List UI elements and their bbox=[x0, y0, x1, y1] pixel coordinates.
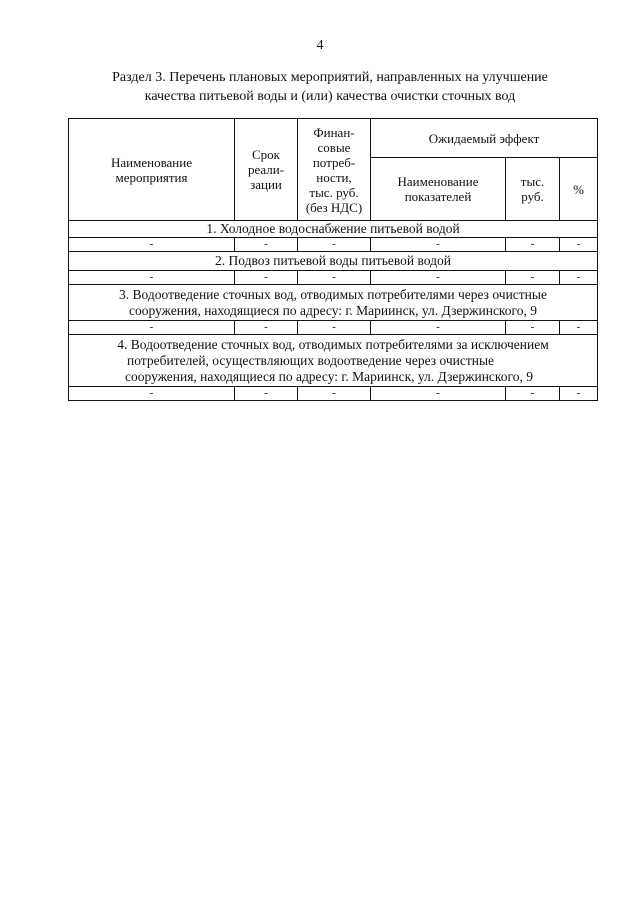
section-heading-line: сооружения, находящиеся по адресу: г. Мариинск, ул. Дзержинского, 9 bbox=[129, 302, 538, 318]
table-cell: - bbox=[69, 387, 235, 401]
header-indicators bbox=[371, 158, 506, 221]
header-finance bbox=[298, 119, 371, 221]
page-number: 4 bbox=[316, 38, 324, 53]
header-name-line: мероприятия bbox=[115, 169, 188, 185]
measures-table bbox=[68, 118, 598, 401]
table-cell: - bbox=[371, 271, 506, 285]
table-cell: - bbox=[298, 238, 371, 252]
table-cell: - bbox=[506, 238, 560, 252]
table-cell: - bbox=[506, 387, 560, 401]
header-name-line: Наименование bbox=[111, 154, 192, 170]
section-heading bbox=[69, 285, 598, 321]
table-cell: - bbox=[235, 271, 298, 285]
table-cell: - bbox=[298, 271, 371, 285]
header-thousand-rub bbox=[506, 158, 560, 221]
header-expected-effect: Ожидаемый эффект bbox=[371, 119, 598, 158]
header-period bbox=[235, 119, 298, 221]
table-cell: - bbox=[235, 321, 298, 335]
header-indicators-line: Наименование bbox=[397, 174, 479, 189]
table-cell: - bbox=[506, 321, 560, 335]
header-finance-line: ности, bbox=[316, 169, 352, 185]
table-cell: - bbox=[371, 387, 506, 401]
section-heading-line: 3. Водоотведение сточных вод, отводимых потребителями через очистные bbox=[119, 286, 547, 302]
table-cell: - bbox=[298, 321, 371, 335]
section-heading-line: 4. Водоотведение сточных вод, отводимых потребителями за исключением bbox=[117, 336, 549, 352]
table-cell: - bbox=[235, 238, 298, 252]
header-indicators-line: показателей bbox=[404, 189, 472, 204]
header-finance-line: Финан- bbox=[313, 124, 355, 140]
section-heading-line: 2. Подвоз питьевой воды питьевой водой bbox=[215, 253, 451, 268]
header-period-line: зации bbox=[250, 177, 282, 192]
table-cell: - bbox=[560, 238, 598, 252]
table-cell: - bbox=[506, 271, 560, 285]
header-thousand-rub-line: руб. bbox=[521, 189, 544, 204]
header-name bbox=[69, 119, 235, 221]
section-heading-line: потребителей, осуществляющих водоотведение через очистные bbox=[127, 352, 495, 368]
header-finance-line: совые bbox=[317, 139, 351, 155]
section-title-line-2: качества питьевой воды и (или) качества очистки сточных вод bbox=[144, 89, 516, 104]
table-cell: - bbox=[371, 321, 506, 335]
section-heading bbox=[69, 252, 598, 271]
table-cell: - bbox=[69, 271, 235, 285]
header-thousand-rub-line: тыс. bbox=[520, 174, 545, 189]
section-heading-line: сооружения, находящиеся по адресу: г. Мариинск, ул. Дзержинского, 9 bbox=[125, 368, 533, 384]
table-cell: - bbox=[298, 387, 371, 401]
table-cell: - bbox=[560, 271, 598, 285]
table-cell: - bbox=[235, 387, 298, 401]
section-heading bbox=[69, 335, 598, 387]
section-heading-line: 1. Холодное водоснабжение питьевой водой bbox=[206, 221, 460, 236]
table-cell: - bbox=[69, 321, 235, 335]
header-period-line: реали- bbox=[247, 162, 285, 177]
header-finance-line: потреб- bbox=[312, 154, 356, 170]
table-cell: - bbox=[69, 238, 235, 252]
table-cell: - bbox=[560, 321, 598, 335]
header-percent: % bbox=[560, 158, 598, 221]
section-title bbox=[60, 68, 600, 106]
table-cell: - bbox=[371, 238, 506, 252]
header-period-line: Срок bbox=[252, 147, 280, 162]
header-finance-line: (без НДС) bbox=[305, 199, 363, 215]
section-title-line-1: Раздел 3. Перечень плановых мероприятий, направленных на улучшение bbox=[112, 70, 548, 85]
section-heading bbox=[69, 221, 598, 238]
table-cell: - bbox=[560, 387, 598, 401]
header-finance-line: тыс. руб. bbox=[309, 184, 359, 200]
